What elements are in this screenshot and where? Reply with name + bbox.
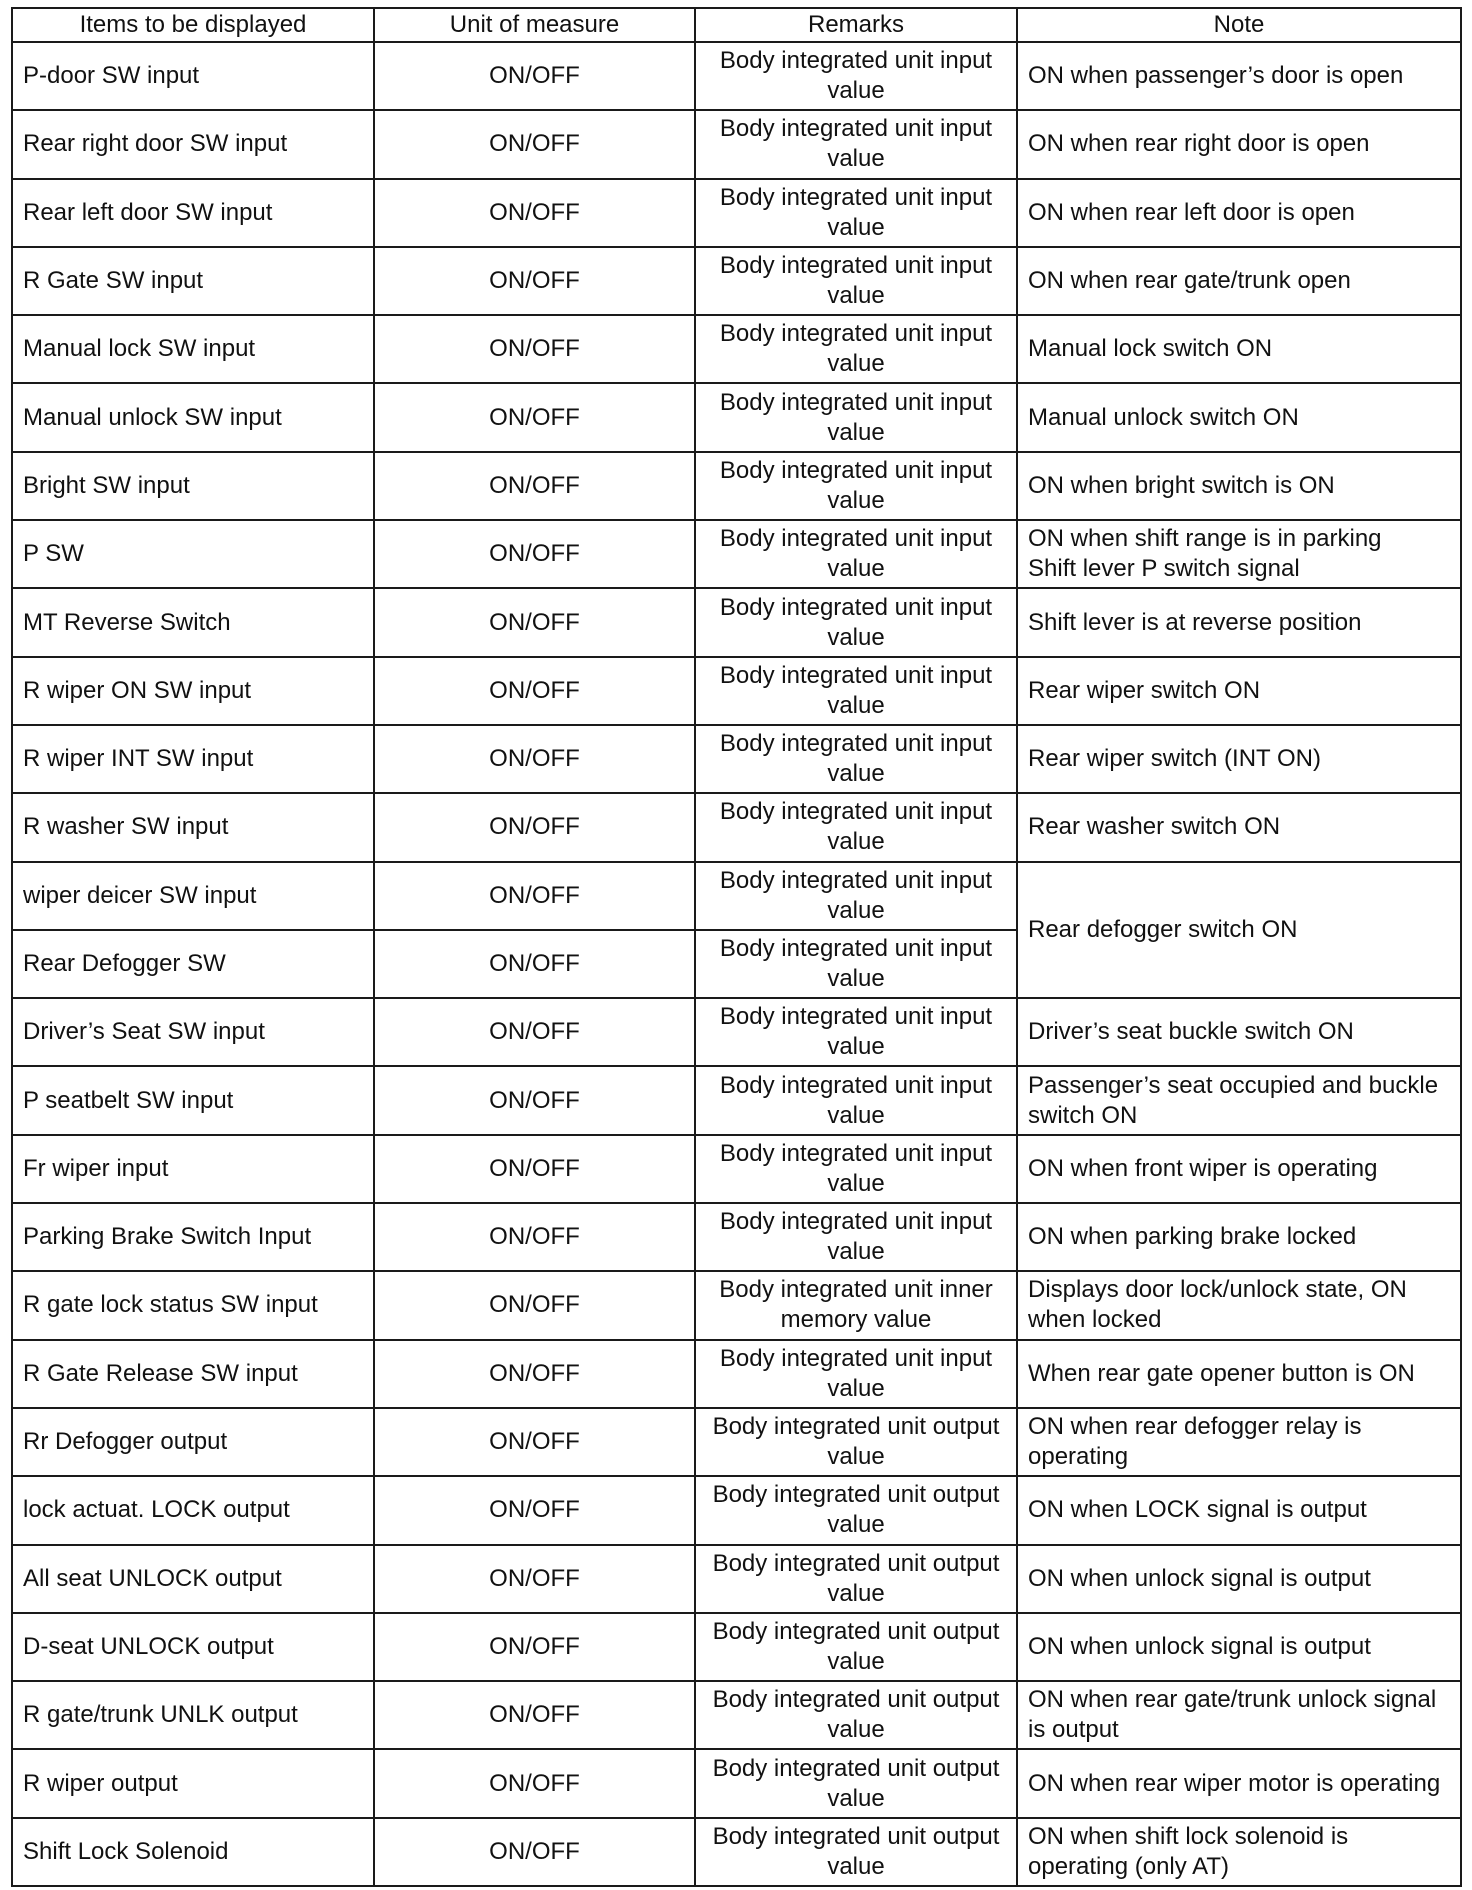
unit-cell: ON/OFF [374,1818,695,1886]
unit-cell: ON/OFF [374,1203,695,1271]
table-body [12,42,1461,1886]
remarks-cell: Body integrated unit output value [695,1681,1017,1749]
table-row [12,1408,1461,1476]
unit-cell: ON/OFF [374,1135,695,1203]
table-row [12,1545,1461,1613]
note-cell: ON when rear wiper motor is operating [1017,1749,1461,1817]
unit-cell: ON/OFF [374,1408,695,1476]
item-cell: P SW [12,520,374,588]
unit-cell: ON/OFF [374,1340,695,1408]
note-cell: ON when rear gate/trunk open [1017,247,1461,315]
item-cell: Shift Lock Solenoid [12,1818,374,1886]
remarks-cell: Body integrated unit input value [695,1066,1017,1134]
unit-cell: ON/OFF [374,1545,695,1613]
table-row [12,1476,1461,1544]
remarks-cell: Body integrated unit inner memory value [695,1271,1017,1339]
table-row [12,179,1461,247]
unit-cell: ON/OFF [374,383,695,451]
item-cell: Manual unlock SW input [12,383,374,451]
item-cell: lock actuat. LOCK output [12,1476,374,1544]
table-row [12,315,1461,383]
table-row [12,1135,1461,1203]
item-cell: D-seat UNLOCK output [12,1613,374,1681]
header-remarks: Remarks [695,8,1017,42]
item-cell: Driver’s Seat SW input [12,998,374,1066]
remarks-cell: Body integrated unit input value [695,793,1017,861]
table-row [12,110,1461,178]
note-cell: Displays door lock/unlock state, ON when locked [1017,1271,1461,1339]
remarks-cell: Body integrated unit output value [695,1749,1017,1817]
item-cell: Fr wiper input [12,1135,374,1203]
note-cell: ON when shift range is in parking Shift lever P switch signal [1017,520,1461,588]
remarks-cell: Body integrated unit output value [695,1476,1017,1544]
unit-cell: ON/OFF [374,452,695,520]
table-row [12,1066,1461,1134]
unit-cell: ON/OFF [374,1749,695,1817]
note-cell: When rear gate opener button is ON [1017,1340,1461,1408]
remarks-cell: Body integrated unit input value [695,315,1017,383]
remarks-cell: Body integrated unit output value [695,1613,1017,1681]
remarks-cell: Body integrated unit input value [695,247,1017,315]
header-items: Items to be displayed [12,8,374,42]
table-row [12,452,1461,520]
item-cell: Rear left door SW input [12,179,374,247]
remarks-cell: Body integrated unit input value [695,657,1017,725]
table-row [12,862,1461,930]
table-row [12,247,1461,315]
table-row [12,1203,1461,1271]
note-cell: Rear washer switch ON [1017,793,1461,861]
note-cell: ON when passenger’s door is open [1017,42,1461,110]
remarks-cell: Body integrated unit input value [695,930,1017,998]
note-cell: Passenger’s seat occupied and buckle switch ON [1017,1066,1461,1134]
item-cell: P-door SW input [12,42,374,110]
unit-cell: ON/OFF [374,315,695,383]
remarks-cell: Body integrated unit output value [695,1545,1017,1613]
unit-cell: ON/OFF [374,1476,695,1544]
remarks-cell: Body integrated unit input value [695,42,1017,110]
unit-cell: ON/OFF [374,1681,695,1749]
table-row [12,998,1461,1066]
item-cell: R wiper INT SW input [12,725,374,793]
item-cell: Rr Defogger output [12,1408,374,1476]
item-cell: R Gate Release SW input [12,1340,374,1408]
note-cell: Rear wiper switch ON [1017,657,1461,725]
note-cell: Manual unlock switch ON [1017,383,1461,451]
table-row [12,520,1461,588]
unit-cell: ON/OFF [374,42,695,110]
item-cell: R gate/trunk UNLK output [12,1681,374,1749]
remarks-cell: Body integrated unit input value [695,452,1017,520]
note-cell: ON when bright switch is ON [1017,452,1461,520]
remarks-cell: Body integrated unit input value [695,725,1017,793]
unit-cell: ON/OFF [374,520,695,588]
table-row [12,1340,1461,1408]
remarks-cell: Body integrated unit input value [695,179,1017,247]
item-cell: Rear Defogger SW [12,930,374,998]
unit-cell: ON/OFF [374,247,695,315]
remarks-cell: Body integrated unit output value [695,1408,1017,1476]
item-cell: R gate lock status SW input [12,1271,374,1339]
note-cell: ON when LOCK signal is output [1017,1476,1461,1544]
header-unit: Unit of measure [374,8,695,42]
note-cell: ON when rear defogger relay is operating [1017,1408,1461,1476]
item-cell: R Gate SW input [12,247,374,315]
note-cell: Shift lever is at reverse position [1017,588,1461,656]
unit-cell: ON/OFF [374,1271,695,1339]
table-row [12,657,1461,725]
table-row [12,725,1461,793]
header-note: Note [1017,8,1461,42]
note-cell: Driver’s seat buckle switch ON [1017,998,1461,1066]
table-header-row [12,8,1461,42]
unit-cell: ON/OFF [374,1613,695,1681]
item-cell: MT Reverse Switch [12,588,374,656]
item-cell: R wiper ON SW input [12,657,374,725]
item-cell: wiper deicer SW input [12,862,374,930]
table-row [12,1613,1461,1681]
remarks-cell: Body integrated unit input value [695,520,1017,588]
note-cell: ON when rear right door is open [1017,110,1461,178]
unit-cell: ON/OFF [374,657,695,725]
remarks-cell: Body integrated unit input value [695,1203,1017,1271]
unit-cell: ON/OFF [374,793,695,861]
remarks-cell: Body integrated unit input value [695,1135,1017,1203]
display-items-table [11,7,1462,1887]
note-cell: Rear defogger switch ON [1017,862,1461,999]
item-cell: Manual lock SW input [12,315,374,383]
remarks-cell: Body integrated unit input value [695,862,1017,930]
unit-cell: ON/OFF [374,110,695,178]
table-row [12,383,1461,451]
remarks-cell: Body integrated unit output value [695,1818,1017,1886]
table-row [12,793,1461,861]
note-cell: ON when unlock signal is output [1017,1613,1461,1681]
note-cell: ON when shift lock solenoid is operating (only AT) [1017,1818,1461,1886]
unit-cell: ON/OFF [374,1066,695,1134]
unit-cell: ON/OFF [374,179,695,247]
table-row [12,1271,1461,1339]
remarks-cell: Body integrated unit input value [695,110,1017,178]
unit-cell: ON/OFF [374,588,695,656]
table-row [12,1749,1461,1817]
table-row [12,1681,1461,1749]
item-cell: Parking Brake Switch Input [12,1203,374,1271]
item-cell: Bright SW input [12,452,374,520]
item-cell: All seat UNLOCK output [12,1545,374,1613]
remarks-cell: Body integrated unit input value [695,998,1017,1066]
item-cell: P seatbelt SW input [12,1066,374,1134]
unit-cell: ON/OFF [374,862,695,930]
unit-cell: ON/OFF [374,930,695,998]
item-cell: Rear right door SW input [12,110,374,178]
unit-cell: ON/OFF [374,998,695,1066]
unit-cell: ON/OFF [374,725,695,793]
note-cell: ON when parking brake locked [1017,1203,1461,1271]
remarks-cell: Body integrated unit input value [695,383,1017,451]
remarks-cell: Body integrated unit input value [695,1340,1017,1408]
table-row [12,588,1461,656]
table-row [12,1818,1461,1886]
note-cell: ON when front wiper is operating [1017,1135,1461,1203]
note-cell: ON when rear gate/trunk unlock signal is output [1017,1681,1461,1749]
item-cell: R wiper output [12,1749,374,1817]
remarks-cell: Body integrated unit input value [695,588,1017,656]
note-cell: ON when unlock signal is output [1017,1545,1461,1613]
note-cell: ON when rear left door is open [1017,179,1461,247]
note-cell: Rear wiper switch (INT ON) [1017,725,1461,793]
item-cell: R washer SW input [12,793,374,861]
note-cell: Manual lock switch ON [1017,315,1461,383]
table-row [12,42,1461,110]
